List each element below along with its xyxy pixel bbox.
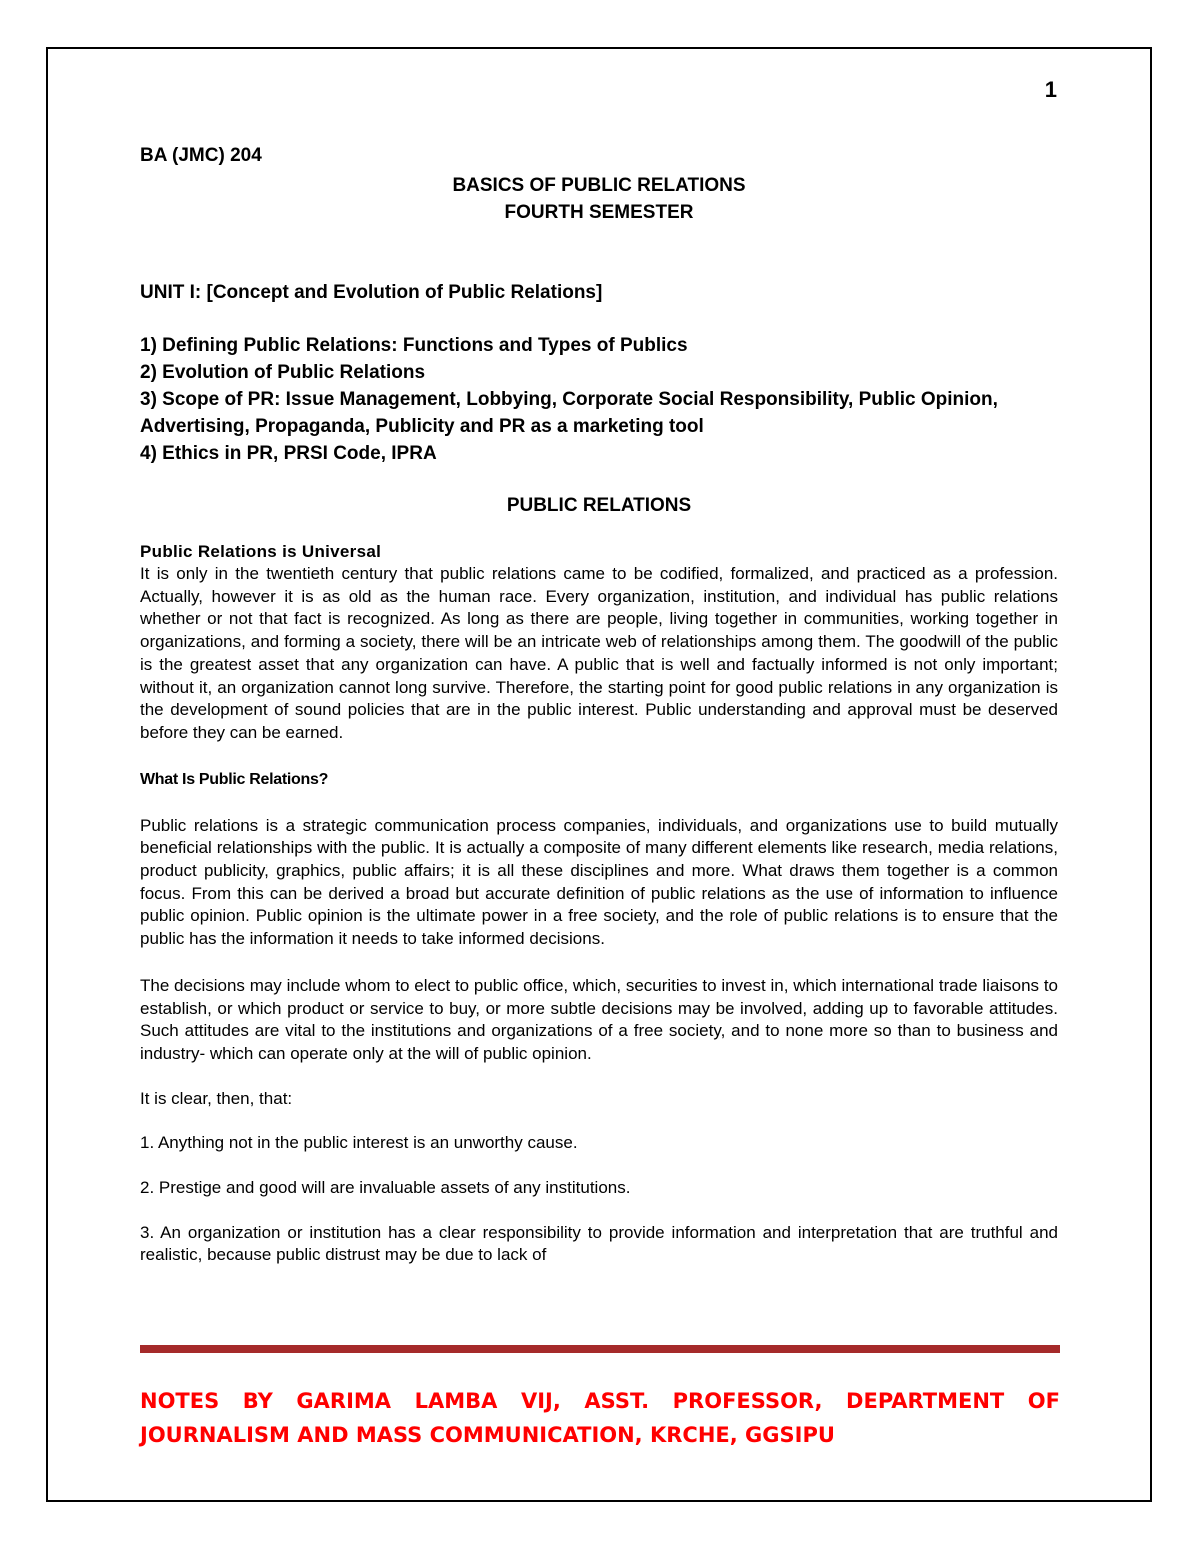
universal-paragraph: It is only in the twentieth century that public relations came to be codified, formalized, and practiced as a profession. Actually, however it is as old as the human race. Every organization, institution, and individual has public relations whether or not that fact is recognized. As long as there are people, living together in communities, working together in organizations, and forming a society, there will be an intricate web of relationships among them. The goodwill of the public is the greatest asset that any organization can have. A public that is well and factually informed is not only important; without it, an organization cannot long survive. Therefore, the starting point for good public relations in any organization is the development of sound policies that are in the public interest. Public understanding and approval must be deserved before they can be earned. [140,564,1058,742]
section-title: PUBLIC RELATIONS [506,495,692,516]
numbered-point: 2. Prestige and good will are invaluable assets of any institutions. [140,1178,631,1198]
course-code: BA (JMC) 204 [140,145,262,166]
topic-list [140,332,1058,467]
numbered-point: 3. An organization or institution has a clear responsibility to provide information and interpretation that are truthful and realistic, because public distrust may be due to lack of [140,1222,1058,1265]
document-body [140,143,1058,1267]
page-number: 1 [1044,77,1057,102]
topic-item: 2) Evolution of Public Relations [140,362,426,383]
universal-heading: Public Relations is Universal [140,542,382,561]
document-title: BASICS OF PUBLIC RELATIONS [452,175,746,196]
numbered-point: 1. Anything not in the public interest is an unworthy cause. [140,1133,578,1153]
footer-divider [140,1345,1060,1353]
topic-item: 3) Scope of PR: Issue Management, Lobbying, Corporate Social Responsibility, Public Opinion, Advertising, Propaganda, Publicity and PR as a marketing tool [140,389,998,437]
unit-title: UNIT I: [Concept and Evolution of Public Relations] [140,282,603,303]
what-is-paragraph-2: The decisions may include whom to elect to public office, which, securities to invest in, which international trade liaisons to establish, or which product or service to buy, or more subtle decisions may be involved, adding up to favorable attitudes. Such attitudes are vital to the institutions and organizations of a free society, and to none more so than to business and industry- which can operate only at the will of public opinion. [140,975,1058,1063]
what-is-paragraph-1: Public relations is a strategic communication process companies, individuals, and organizations use to build mutually beneficial relationships with the public. It is actually a composite of many different elements like research, media relations, product publicity, graphics, public affairs; it is all these disciplines and more. What draws them together is a common focus. From this can be derived a broad but accurate definition of public relations as the use of information to influence public opinion. Public opinion is the ultimate power in a free society, and the role of public relations is to ensure that the public has the information it needs to take informed decisions. [140,815,1058,949]
topic-item: 4) Ethics in PR, PRSI Code, IPRA [140,443,437,464]
semester-label: FOURTH SEMESTER [504,202,694,223]
footer-notes: NOTES BY GARIMA LAMBA VIJ, ASST. PROFESSOR, DEPARTMENT OF JOURNALISM AND MASS COMMUNICATION, KRCHE, GGSIPU [140,1389,1060,1447]
topic-item: 1) Defining Public Relations: Functions and Types of Publics [140,335,688,356]
what-is-heading: What Is Public Relations? [140,770,329,788]
lead-in-text: It is clear, then, that: [140,1088,293,1108]
